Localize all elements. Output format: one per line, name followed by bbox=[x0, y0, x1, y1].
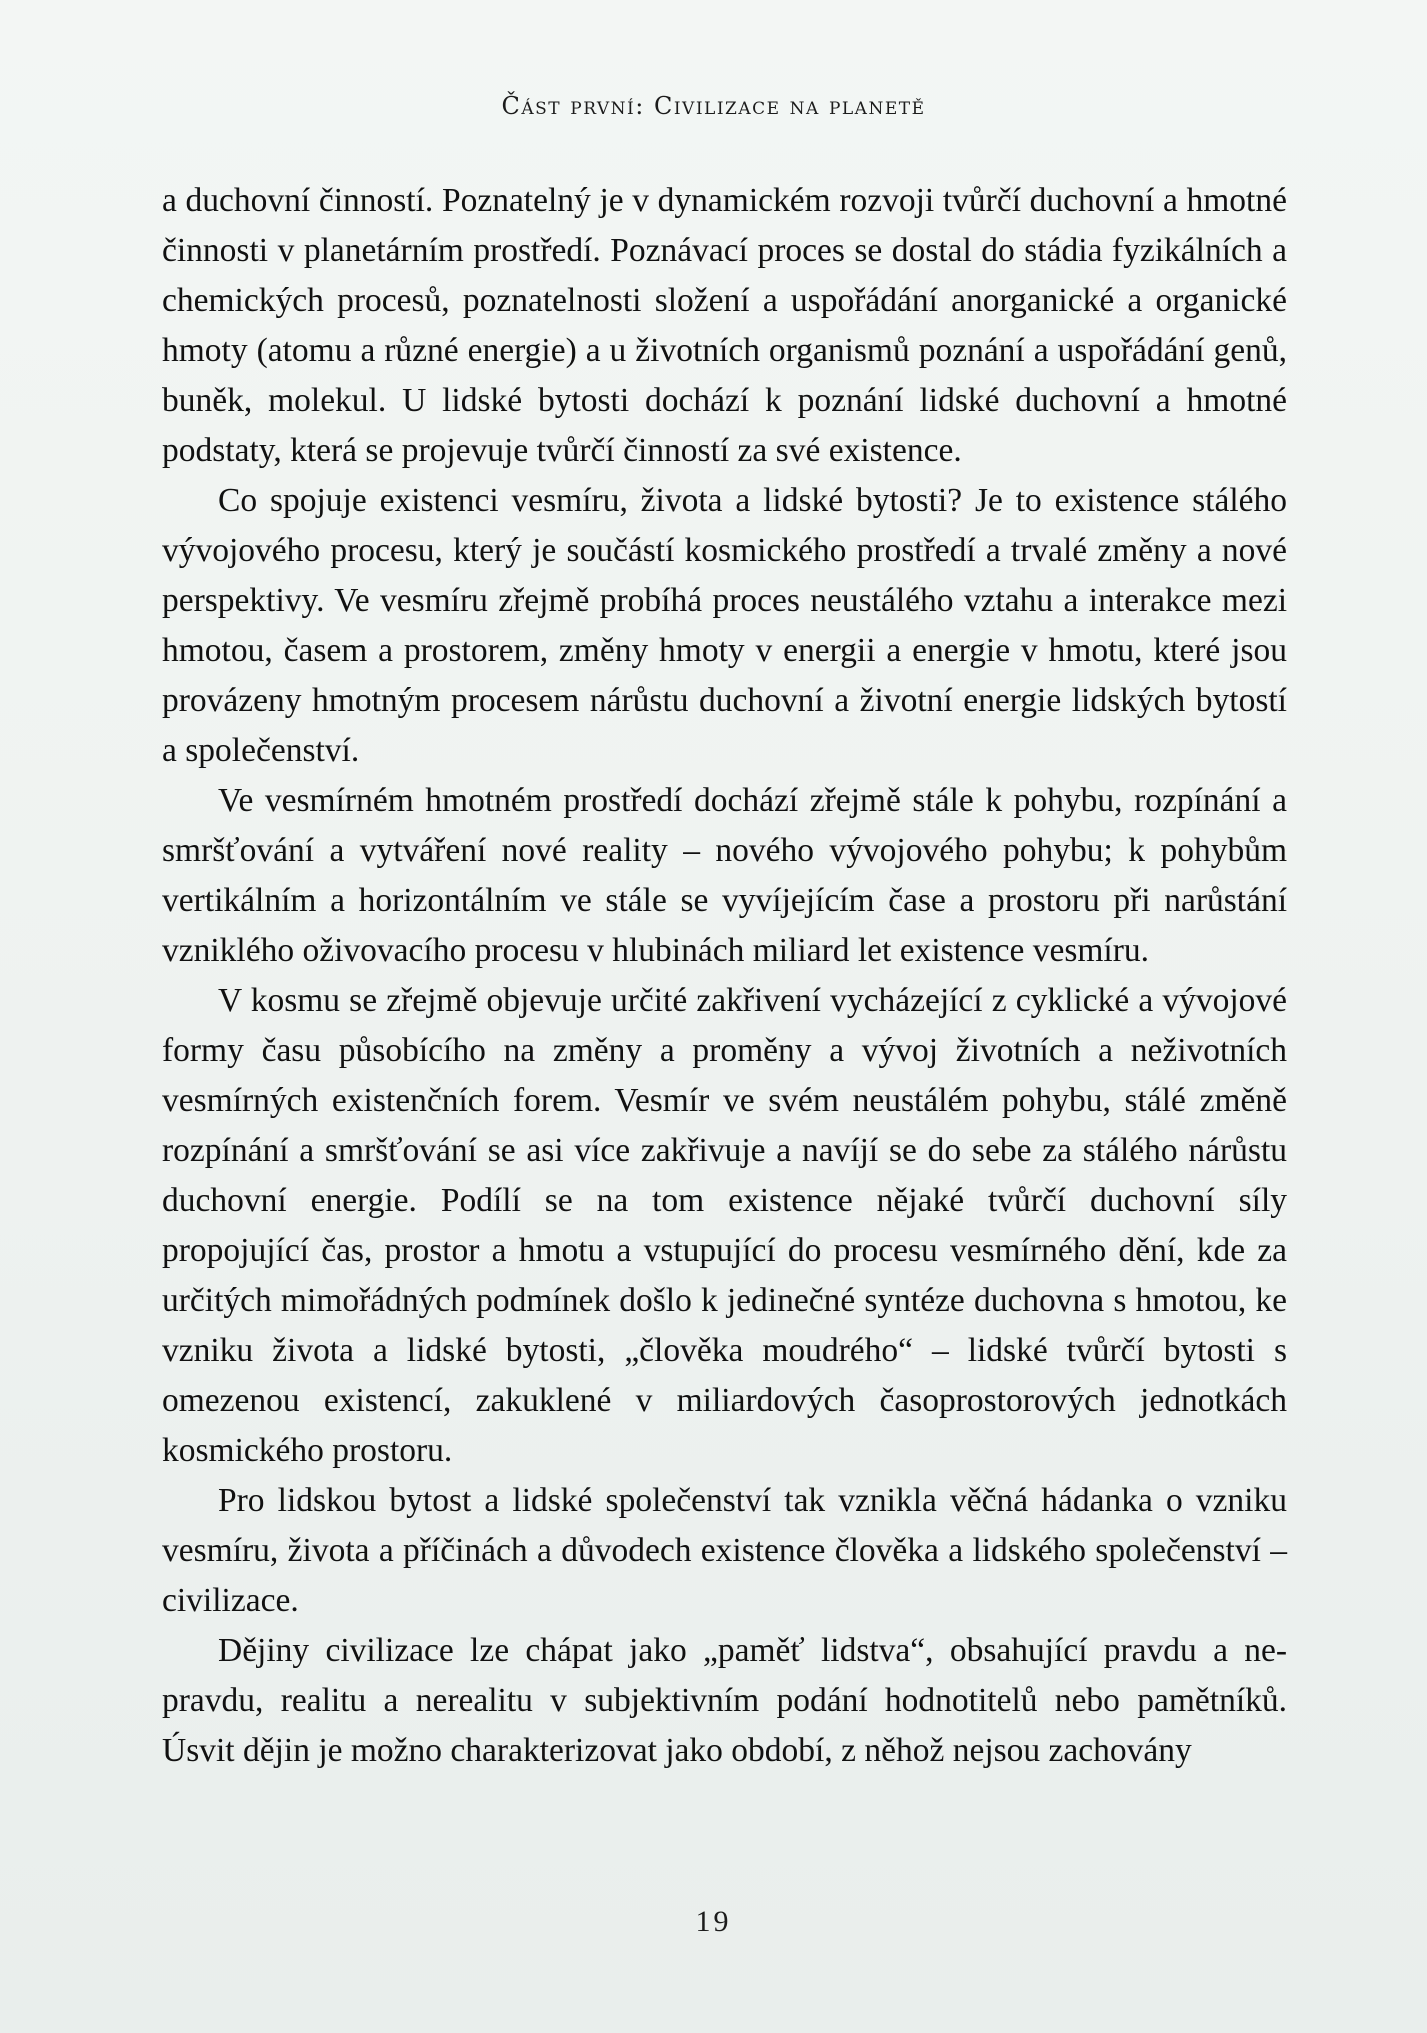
page-number: 19 bbox=[695, 1905, 732, 1938]
paragraph-6: Dějiny civilizace lze chápat jako „paměť lidstva“, obsahující pravdu a nepravdu, realitu a nerealitu v subjektivním podání hodnotitelů nebo pamětníků. Úsvit dějin je možno charakterizovat jako období, z něhož nejsou zachovány bbox=[162, 1632, 1287, 1769]
paragraph-1: a duchovní činností. Poznatelný je v dynamickém rozvoji tvůrčí duchovní a hmotné činnosti v planetárním prostředí. Poznávací proces se dostal do stádia fyzikálních a chemických procesů, poznatelnosti složení a uspořádání anorganické a organické hmoty (atomu a různé energie) a u životních organismů poznání a uspořádání genů, buněk, molekul. U lidské bytosti dochází k poznání lidské duchovní a hmotné podstaty, která se projevuje tvůrčí činností za své existence. bbox=[162, 182, 1287, 469]
paragraph-5: Pro lidskou bytost a lidské společenství tak vznikla věčná hádanka o vzniku vesmíru, života a příčinách a důvodech existence člověka a lidského společenství – civilizace. bbox=[162, 1482, 1287, 1619]
running-header: Část první: Civilizace na planetě bbox=[501, 92, 926, 120]
paragraph-4: V kosmu se zřejmě objevuje určité zakřivení vycházející z cyklické a vývojové formy času působícího na změny a proměny a vývoj životních a neživotních vesmírných existenčních forem. Vesmír ve svém neustálém pohybu, stálé změně rozpínání a smršťování se asi více zakřivuje a navíjí se do sebe za stálého nárůstu duchovní energie. Podílí se na tom existence nějaké tvůrčí duchovní síly propojující čas, prostor a hmotu a vstupující do procesu vesmírného dění, kde za určitých mimořádných podmínek došlo k jedinečné syntéze duchovna s hmotou, ke vzniku života a lidské bytosti, „člověka moudrého“ – lidské tvůrčí bytosti s omezenou existencí, zakuklené v miliardových časoprostorových jednotkách kosmického prostoru. bbox=[162, 982, 1287, 1469]
paragraph-3: Ve vesmírném hmotném prostředí dochází zřejmě stále k pohybu, rozpínání a smršťování a vytváření nové reality – nového vývojového pohybu; k pohybům vertikálním a horizontálním ve stále se vyvíjejícím čase a prostoru při narůstání vzniklého oživovacího procesu v hlubinách miliard let existence vesmíru. bbox=[162, 782, 1287, 969]
body-text bbox=[162, 176, 1287, 1776]
paragraph-2: Co spojuje existenci vesmíru, života a lidské bytosti? Je to existence stálého vývojového procesu, který je součástí kosmického prostředí a trvalé změny a nové perspektivy. Ve vesmíru zřejmě probíhá proces neustálého vztahu a interakce mezi hmotou, časem a prostorem, změny hmoty v energii a energie v hmotu, které jsou provázeny hmotným procesem nárůstu duchovní a životní energie lidských bytostí a společenství. bbox=[162, 482, 1287, 769]
